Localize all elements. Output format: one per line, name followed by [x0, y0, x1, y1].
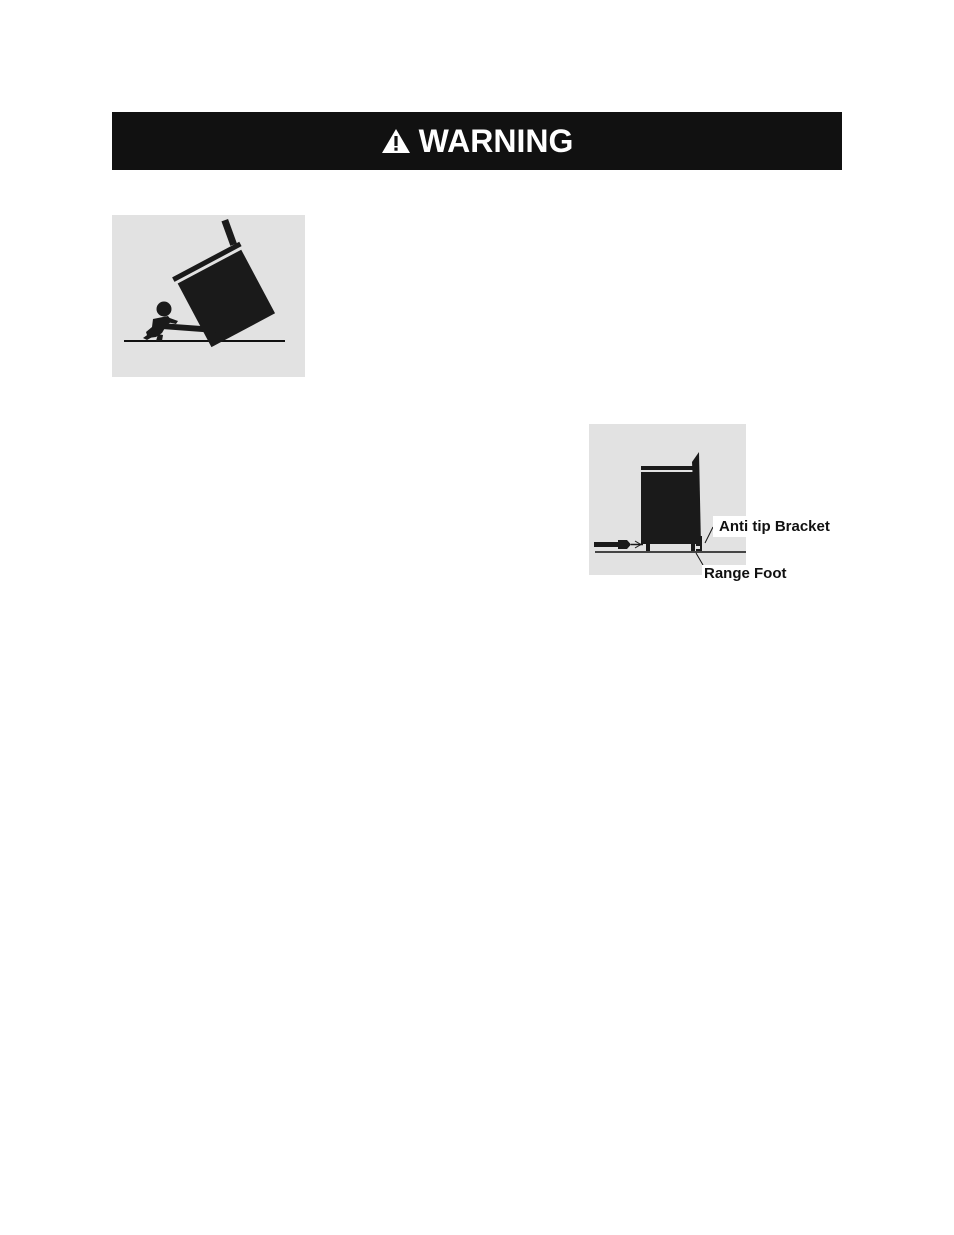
range-tip-over-hazard-icon — [112, 215, 305, 377]
anti-tip-bracket-diagram — [589, 424, 746, 575]
warning-title: WARNING — [418, 122, 574, 159]
tip-over-hazard-figure — [112, 215, 305, 377]
range-foot-label: Range Foot — [704, 565, 787, 582]
anti-tip-bracket-figure — [589, 424, 746, 575]
warning-banner — [112, 112, 842, 170]
warning-triangle-icon — [381, 128, 411, 154]
anti-tip-bracket-label: Anti tip Bracket — [713, 516, 836, 537]
